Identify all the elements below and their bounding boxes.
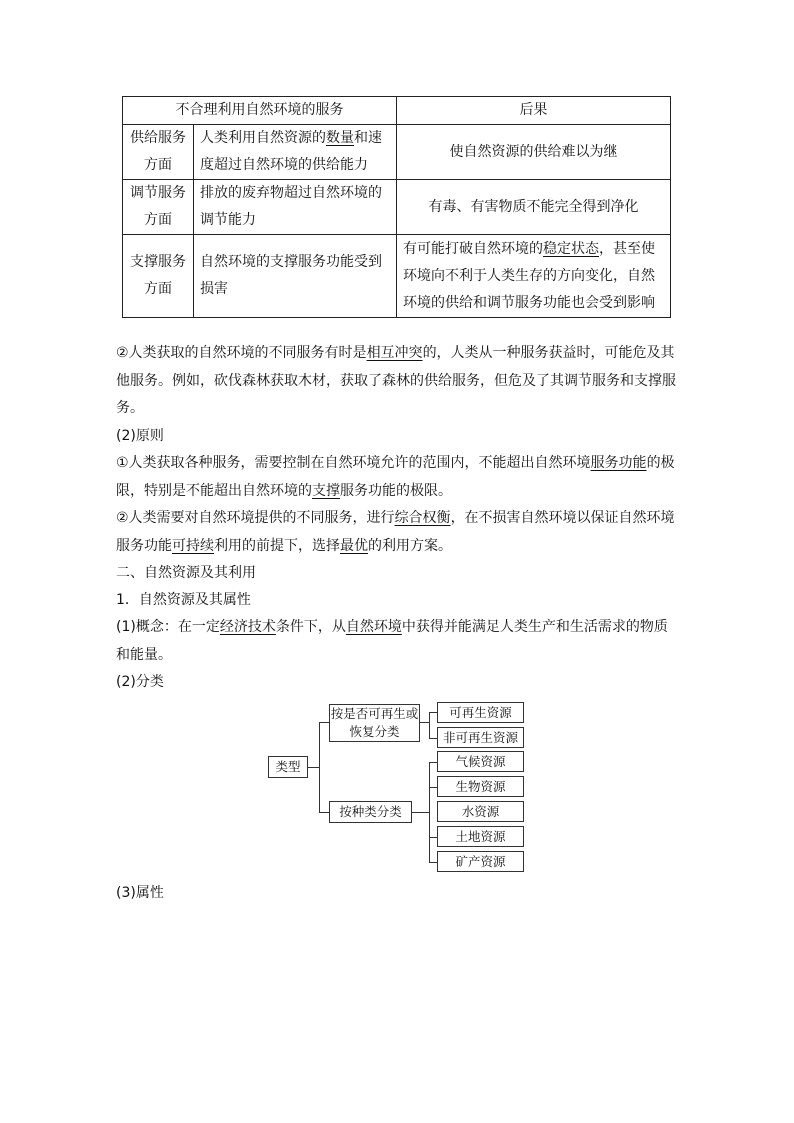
paragraph-text: 条件下，从 — [275, 619, 346, 635]
table-cell-detail: 自然环境的支撑服务功能受到损害 — [194, 235, 397, 318]
tree-leaf-nonrenewable: 非可再生资源 — [437, 727, 524, 748]
subsection-heading: 1．自然资源及其属性 — [116, 592, 251, 608]
tree-leaf-climate: 气候资源 — [437, 751, 524, 772]
tree-connector — [429, 837, 437, 838]
tree-connector — [429, 762, 430, 862]
paragraph-text: 的利用方案。 — [368, 537, 452, 554]
paragraph-text: 的极限，特别是不能超出自然环境的 — [116, 455, 675, 499]
section-heading: 二、自然资源及其利用 — [116, 565, 256, 581]
tree-branch-renewability: 按是否可再生或恢复分类 — [329, 704, 420, 742]
paragraph-text: ①人类获取各种服务，需要控制在自然环境允许的范围内，不能超出自然环境 — [116, 455, 591, 471]
tree-connector — [429, 762, 437, 763]
paragraph-text: (1)概念：在一定 — [116, 619, 220, 635]
tree-connector — [429, 738, 437, 739]
table-cell-category: 调节服务方面 — [123, 180, 194, 235]
tree-leaf-land: 土地资源 — [437, 826, 524, 847]
paragraph-text: 服务功能的极限。 — [340, 482, 452, 499]
cell-text: 和速度超过自然环境的供给能力 — [200, 130, 382, 173]
tree-leaf-biological: 生物资源 — [437, 776, 524, 797]
tree-leaf-renewable: 可再生资源 — [437, 702, 524, 723]
tree-root: 类型 — [268, 756, 308, 778]
cell-text: 有可能打破自然环境的 — [403, 240, 543, 257]
underlined-term: 支撑 — [312, 482, 340, 499]
table-cell-consequence: 使自然资源的供给难以为继 — [397, 125, 671, 180]
underlined-term: 稳定状态 — [543, 240, 599, 257]
tree-connector — [308, 767, 319, 768]
table-header-cell: 不合理利用自然环境的服务 — [123, 97, 397, 125]
tree-branch-type: 按种类分类 — [329, 801, 412, 823]
underlined-term: 自然环境 — [345, 619, 402, 635]
tree-connector — [429, 862, 437, 863]
underlined-term: 相互冲突 — [366, 345, 423, 361]
tree-connector — [429, 712, 437, 713]
table-cell-category: 支撑服务方面 — [123, 235, 194, 318]
paragraph-text: ，在不损害自然环境以保证自然环境服务功能 — [116, 510, 675, 554]
tree-connector — [412, 812, 429, 813]
tree-leaf-mineral: 矿产资源 — [437, 851, 524, 872]
underlined-term: 数量 — [326, 130, 354, 146]
tree-connector — [420, 722, 429, 723]
heading-classification: (2)分类 — [116, 674, 164, 690]
paragraph-text: 利用的前提下，选择 — [214, 537, 340, 554]
underlined-term: 服务功能 — [590, 455, 647, 471]
table-cell-category: 供给服务方面 — [123, 125, 194, 180]
underlined-term: 综合权衡 — [394, 510, 451, 526]
table-header-cell: 后果 — [397, 97, 671, 125]
cell-text: 人类利用自然资源的 — [200, 130, 326, 146]
tree-connector — [319, 722, 320, 812]
paragraph-text: 中获得并能满足人类生产和生活需求的物质和能量。 — [116, 619, 668, 663]
underlined-term: 可持续 — [172, 537, 214, 554]
tree-connector — [319, 722, 329, 723]
heading-attributes: (3)属性 — [116, 885, 164, 901]
tree-connector — [319, 812, 329, 813]
tree-connector — [429, 787, 437, 788]
underlined-term: 最优 — [340, 537, 368, 554]
cell-text: ，甚至使环境向不利于人类生存的方向变化，自然环境的供给和调节服务功能也会受到影响 — [403, 240, 655, 311]
tree-connector — [429, 712, 430, 738]
table-cell-consequence: 有毒、有害物质不能完全得到净化 — [397, 180, 671, 235]
paragraph-text: ②人类需要对自然环境提供的不同服务，进行 — [116, 510, 395, 526]
paragraph-text: 的，人类从一种服务获益时，可能危及其他服务。例如，砍伐森林获取木材，获取了森林的供给服务，但危及了其调节服务和支撑服务。 — [116, 345, 676, 416]
heading-principles: (2)原则 — [116, 428, 164, 444]
underlined-term: 经济技术 — [219, 619, 276, 635]
table-cell-detail: 排放的废弃物超过自然环境的调节能力 — [194, 180, 397, 235]
paragraph-text: ②人类获取的自然环境的不同服务有时是 — [116, 345, 367, 361]
tree-leaf-water: 水资源 — [437, 801, 524, 822]
